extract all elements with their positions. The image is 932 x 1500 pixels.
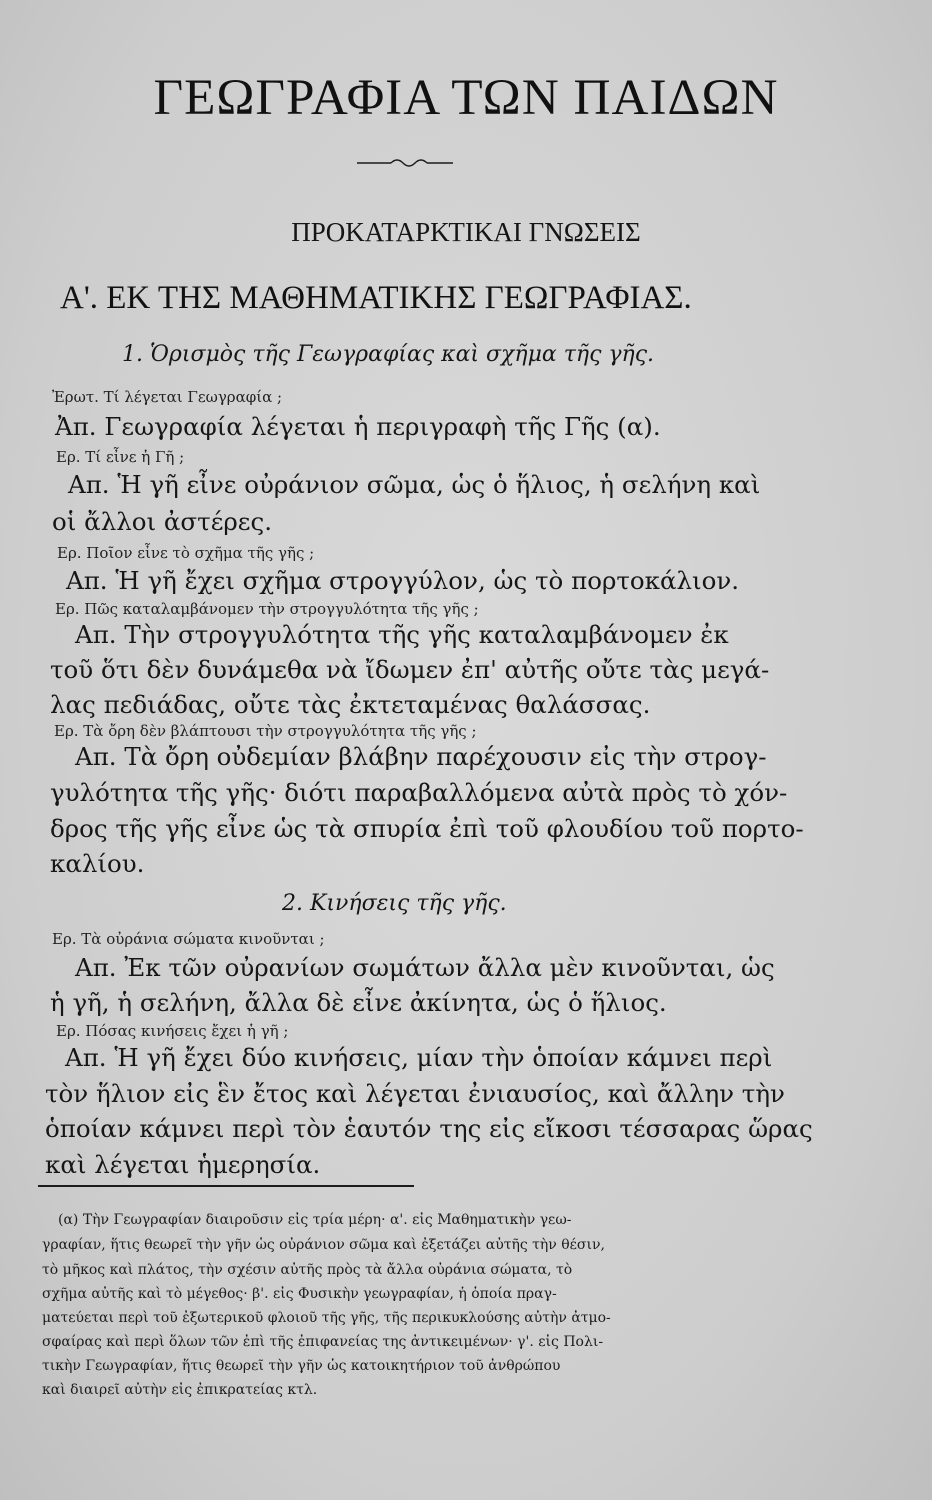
ornament-divider [355,156,455,170]
answer-line: δρος τῆς γῆς εἶνε ὡς τὰ σπυρία ἐπὶ τοῦ φλουδίου τοῦ πορτο- [50,814,804,843]
question-line: Ερ. Ποῖον εἶνε τὸ σχῆμα τῆς γῆς ; [57,544,315,562]
footnote-line: γραφίαν, ἥτις θεωρεῖ τὴν γῆν ὡς οὐράνιον σῶμα καὶ ἐξετάζει αὐτῆς τὴν θέσιν, [42,1237,605,1253]
footnote-line: σφαίρας καὶ περὶ ὅλων τῶν ἐπὶ τῆς ἐπιφανείας της ἀντικειμένων· γ'. εἰς Πολι- [42,1334,604,1350]
question-line: Ερ. Πόσας κινήσεις ἔχει ἡ γῆ ; [56,1022,289,1040]
answer-line: Ἀπ. Γεωγραφία λέγεται ἡ περιγραφὴ τῆς Γῆς (α). [55,412,661,441]
answer-line: Απ. Ἡ γῆ ἔχει σχῆμα στρογγύλον, ὡς τὸ πορτοκάλιον. [66,566,740,595]
answer-line: Απ. Τὴν στρογγυλότητα τῆς γῆς καταλαμβάνομεν ἐκ [75,620,729,649]
answer-line: οἱ ἄλλοι ἀστέρες. [52,507,273,536]
footnote-line: ματεύεται περὶ τοῦ ἐξωτερικοῦ φλοιοῦ τῆς γῆς, τῆς περικυκλούσης αὐτὴν ἀτμο- [42,1310,611,1326]
footnote-line: σχῆμα αὐτῆς καὶ τὸ μέγεθος· β'. εἰς Φυσικὴν γεωγραφίαν, ἡ ὁποία πραγ- [42,1286,557,1302]
section-heading-1: 1. Ὁρισμὸς τῆς Γεωγραφίας καὶ σχῆμα τῆς γῆς. [122,342,655,367]
answer-line: καὶ λέγεται ἡμερησία. [45,1150,321,1179]
page-title: ΓΕΩΓΡΑΦΙΑ ΤΩΝ ΠΑΙΔΩΝ [153,69,779,126]
question-line: Ερ. Τὰ οὐράνια σώματα κινοῦνται ; [52,930,325,948]
answer-line: Απ. Τὰ ὄρη οὐδεμίαν βλάβην παρέχουσιν εἰς τὴν στρογ- [75,742,767,771]
answer-line: ἡ γῆ, ἡ σελήνη, ἄλλα δὲ εἶνε ἀκίνητα, ὡς ὁ ἥλιος. [50,988,667,1017]
footnote-line: (α) Τὴν Γεωγραφίαν διαιροῦσιν εἰς τρία μέρη· α'. εἰς Μαθηματικὴν γεω- [58,1212,572,1228]
footnote-line: τικὴν Γεωγραφίαν, ἥτις θεωρεῖ τὴν γῆν ὡς κατοικητήριον τοῦ ἀνθρώπου [42,1358,561,1374]
answer-line: Απ. Ἐκ τῶν οὐρανίων σωμάτων ἄλλα μὲν κινοῦνται, ὡς [75,953,775,982]
answer-line: ὁποίαν κάμνει περὶ τὸν ἑαυτόν της εἰς εἴκοσι τέσσαρας ὥρας [45,1114,813,1143]
answer-line: γυλότητα τῆς γῆς· διότι παραβαλλόμενα αὐτὰ πρὸς τὸ χόν- [50,778,788,807]
answer-line: Απ. Ἡ γῆ ἔχει δύο κινήσεις, μίαν τὴν ὁποίαν κάμνει περὶ [65,1043,773,1072]
answer-line: τὸν ἥλιον εἰς ἓν ἔτος καὶ λέγεται ἐνιαυσίος, καὶ ἄλλην τὴν [45,1079,785,1108]
footnote-line: καὶ διαιρεῖ αὐτὴν εἰς ἐπικρατείας κτλ. [42,1382,318,1398]
section-heading-2: 2. Κινήσεις τῆς γῆς. [282,891,507,916]
answer-line: Απ. Ἡ γῆ εἶνε οὐράνιον σῶμα, ὡς ὁ ἥλιος, ἡ σελήνη καὶ [68,470,761,499]
chapter-heading: Α'. ΕΚ ΤΗΣ ΜΑΘΗΜΑΤΙΚΗΣ ΓΕΩΓΡΑΦΙΑΣ. [60,280,692,316]
footnote-line: τὸ μῆκος καὶ πλάτος, τὴν σχέσιν αὐτῆς πρὸς τὰ ἄλλα οὐράνια σώματα, τὸ [42,1262,573,1278]
footnote-rule [38,1185,414,1187]
section-subheading: ΠΡΟΚΑΤΑΡΚΤΙΚΑΙ ΓΝΩΣΕΙΣ [291,217,641,247]
question-line: Ερ. Τί εἶνε ἡ Γῆ ; [56,448,185,466]
answer-line: τοῦ ὅτι δὲν δυνάμεθα νὰ ἴδωμεν ἐπ' αὐτῆς οὔτε τὰς μεγά- [50,655,770,684]
answer-line: λας πεδιάδας, οὔτε τὰς ἐκτεταμένας θαλάσσας. [50,690,651,719]
question-line: Ερ. Πῶς καταλαμβάνομεν τὴν στρογγυλότητα τῆς γῆς ; [55,600,479,618]
answer-line: καλίου. [50,849,145,878]
question-line: Ἐρωτ. Τί λέγεται Γεωγραφία ; [52,388,283,406]
question-line: Ερ. Τὰ ὄρη δὲν βλάπτουσι τὴν στρογγυλότητα τῆς γῆς ; [54,722,477,740]
